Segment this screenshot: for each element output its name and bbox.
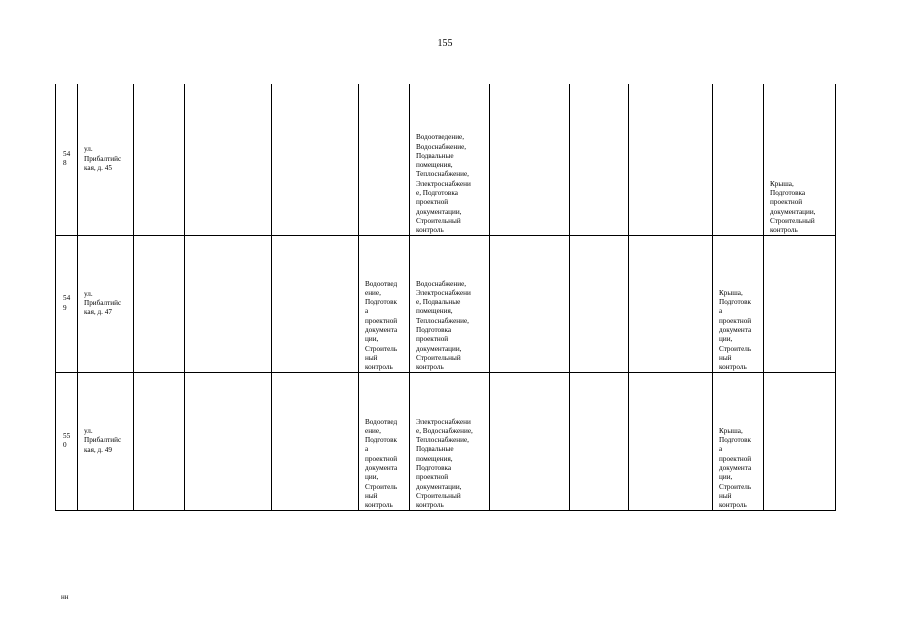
address-cell: ул. Прибалтийс кая, д. 49: [78, 372, 134, 510]
empty-cell: [629, 372, 713, 510]
address-cell: ул. Прибалтийс кая, д. 45: [78, 84, 134, 235]
repair-schedule-table: [55, 84, 836, 511]
row-number: 54 9: [56, 235, 78, 372]
row-number: 55 0: [56, 372, 78, 510]
address-cell: ул. Прибалтийс кая, д. 47: [78, 235, 134, 372]
works-cell: [764, 372, 836, 510]
empty-cell: [134, 372, 185, 510]
empty-cell: [272, 372, 359, 510]
empty-cell: [185, 235, 272, 372]
empty-cell: [272, 84, 359, 235]
table-row: [56, 84, 836, 235]
works-cell: Водоотвед ение, Подготовк а проектной документа ции, Строитель ный контроль: [359, 372, 410, 510]
works-cell: Электроснабжени е, Водоснабжение, Теплоснабжение, Подвальные помещения, Подготовка проектной документации, Строительный контроль: [410, 372, 490, 510]
works-cell: Крыша, Подготовк а проектной документа ции, Строитель ный контроль: [713, 235, 764, 372]
works-cell: [359, 84, 410, 235]
empty-cell: [570, 372, 629, 510]
works-cell: Крыша, Подготовк а проектной документа ции, Строитель ный контроль: [713, 372, 764, 510]
footer-mark: нн: [61, 593, 69, 601]
empty-cell: [570, 84, 629, 235]
works-cell: Водоотвед ение, Подготовк а проектной документа ции, Строитель ный контроль: [359, 235, 410, 372]
empty-cell: [185, 372, 272, 510]
page-number: 155: [437, 38, 453, 49]
works-cell: [713, 84, 764, 235]
empty-cell: [185, 84, 272, 235]
empty-cell: [134, 84, 185, 235]
empty-cell: [629, 84, 713, 235]
empty-cell: [134, 235, 185, 372]
empty-cell: [490, 235, 570, 372]
empty-cell: [490, 372, 570, 510]
table-row: [56, 372, 836, 510]
works-cell: Водоснабжение, Электроснабжени е, Подвальные помещения, Теплоснабжение, Подготовка проектной документации, Строительный контроль: [410, 235, 490, 372]
empty-cell: [570, 235, 629, 372]
empty-cell: [629, 235, 713, 372]
row-number: 54 8: [56, 84, 78, 235]
works-cell: Крыша, Подготовка проектной документации, Строительный контроль: [764, 84, 836, 235]
table-row: [56, 235, 836, 372]
empty-cell: [490, 84, 570, 235]
works-cell: Водоотведение, Водоснабжение, Подвальные помещения, Теплоснабжение, Электроснабжени е, Подготовка проектной документации, Строительный контроль: [410, 84, 490, 235]
empty-cell: [272, 235, 359, 372]
works-cell: [764, 235, 836, 372]
